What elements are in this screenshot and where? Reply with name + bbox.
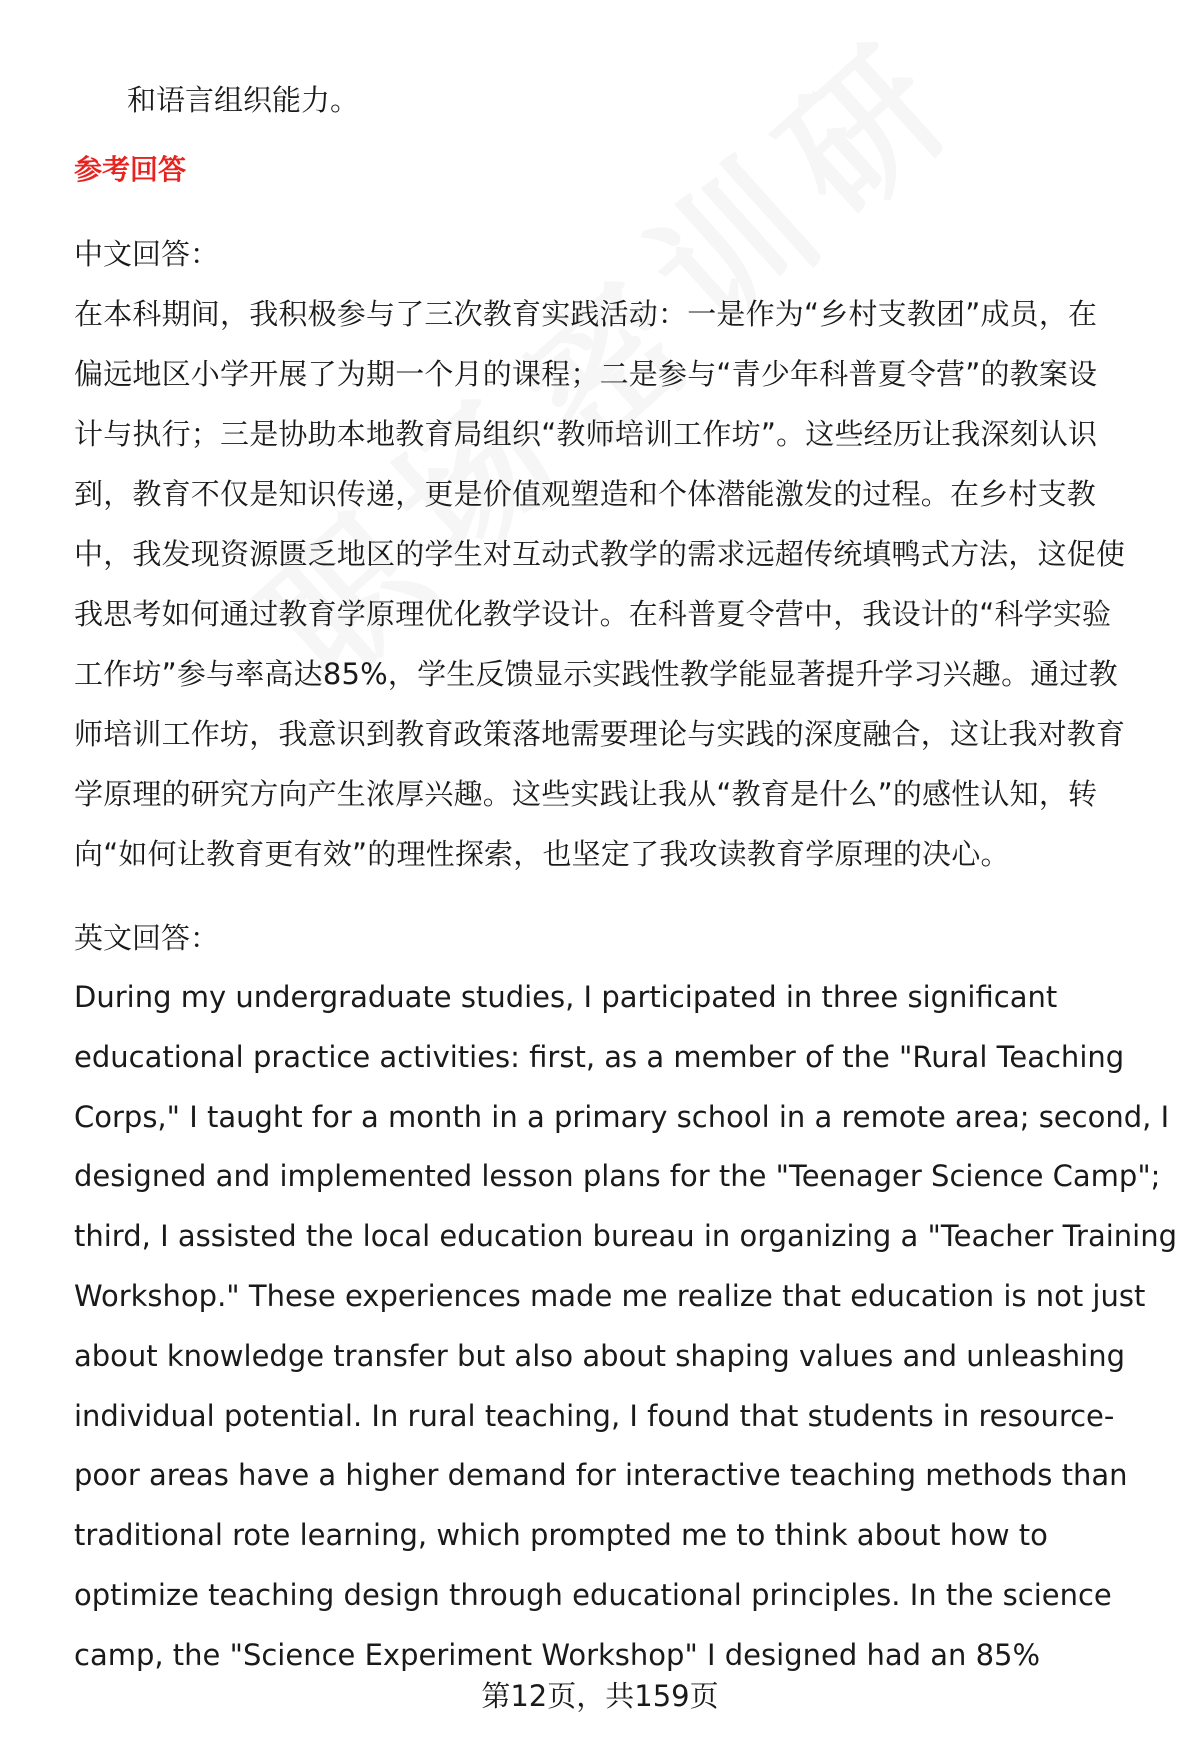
zh-line: 偏远地区小学开展了为期一个月的课程；二是参与“青少年科普夏令营”的教案设 <box>74 357 1098 391</box>
zh-line: 中，我发现资源匮乏地区的学生对互动式教学的需求远超传统填鸭式方法，这促使 <box>74 537 1126 571</box>
en-line: designed and implemented lesson plans for the "Teenager Science Camp"; <box>74 1159 1161 1194</box>
en-line: camp, the "Science Experiment Workshop" I designed had an 85% <box>74 1637 1041 1672</box>
continuation-line: 和语言组织能力。 <box>127 83 360 117</box>
english-answer-paragraph <box>74 968 1178 1686</box>
en-line: poor areas have a higher demand for interactive teaching methods than <box>74 1458 1128 1493</box>
page-number-footer: 第12页，共159页 <box>481 1679 719 1713</box>
en-line: Corps," I taught for a month in a primary school in a remote area; second, I <box>74 1099 1170 1134</box>
zh-line: 到，教育不仅是知识传递，更是价值观塑造和个体潜能激发的过程。在乡村支教 <box>74 477 1097 511</box>
zh-line: 计与执行；三是协助本地教育局组织“教师培训工作坊”。这些经历让我深刻认识 <box>74 417 1098 451</box>
en-line: traditional rote learning, which prompted me to think about how to <box>74 1518 1048 1553</box>
zh-line: 向“如何让教育更有效”的理性探索，也坚定了我攻读教育学原理的决心。 <box>74 837 1010 871</box>
section-heading: 参考回答 <box>74 153 187 186</box>
chinese-answer-paragraph <box>74 284 1154 884</box>
en-line: about knowledge transfer but also about shaping values and unleashing <box>74 1338 1126 1373</box>
zh-line: 学原理的研究方向产生浓厚兴趣。这些实践让我从“教育是什么”的感性认知，转 <box>74 777 1098 811</box>
zh-line: 在本科期间，我积极参与了三次教育实践活动：一是作为“乡村支教团”成员，在 <box>74 297 1098 331</box>
english-answer-label: 英文回答： <box>74 921 220 955</box>
en-line: Workshop." These experiences made me realize that education is not just <box>74 1278 1146 1313</box>
zh-line: 我思考如何通过教育学原理优化教学设计。在科普夏令营中，我设计的“科学实验 <box>74 597 1112 631</box>
en-line: individual potential. In rural teaching, I found that students in resource- <box>74 1398 1115 1433</box>
zh-line: 师培训工作坊，我意识到教育政策落地需要理论与实践的深度融合，这让我对教育 <box>74 717 1126 751</box>
en-line: third, I assisted the local education bureau in organizing a "Teacher Training <box>74 1219 1178 1254</box>
zh-line: 工作坊”参与率高达85%，学生反馈显示实践性教学能显著提升学习兴趣。通过教 <box>74 657 1118 691</box>
chinese-answer-label: 中文回答： <box>74 237 220 271</box>
en-line: optimize teaching design through educational principles. In the science <box>74 1577 1112 1612</box>
en-line: During my undergraduate studies, I participated in three significant <box>74 980 1058 1014</box>
en-line: educational practice activities: first, as a member of the "Rural Teaching <box>74 1039 1125 1074</box>
